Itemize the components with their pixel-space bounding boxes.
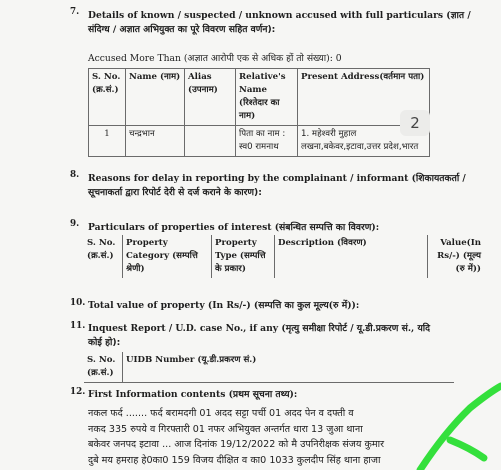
col-sno: S. No. (क्र.सं.) bbox=[89, 69, 126, 126]
col-sno: S. No. (क्र.सं.) bbox=[84, 235, 123, 278]
col-description: Description (विवरण) bbox=[275, 235, 428, 278]
section-7-title-line2: संदिग्ध / अज्ञात अभियुक्त का पूरे विवरण सहित वर्णन): bbox=[88, 24, 276, 35]
cell-relative: पिता का नाम : स्व0 रामनाथ bbox=[236, 126, 298, 157]
section-12-number: 12. bbox=[70, 387, 86, 397]
section-11-line1: Inquest Report / U.D. case No., if any (मृत्यु समीक्षा रिपोर्ट / यू.डी.प्रकरण सं., यदि bbox=[88, 323, 431, 334]
paragraph-line: नकल फर्द ....... फर्द बरामदगी 01 अदद सट्टा पर्ची 01 अदद पेन व दफ्ती व bbox=[88, 408, 354, 419]
section-10-number: 10. bbox=[70, 298, 86, 308]
col-sno: S. No. (क्र.सं.) bbox=[84, 352, 123, 383]
section-8-number: 8. bbox=[70, 170, 80, 180]
green-stroke-hook bbox=[450, 440, 484, 458]
col-name: Name (नाम) bbox=[126, 69, 185, 126]
col-property-type: Property Type (सम्पत्ति के प्रकार) bbox=[212, 235, 275, 278]
accused-more-than: Accused More Than (अज्ञात आरोपी एक से अधिक हों तो संख्या): 0 bbox=[88, 53, 342, 64]
section-11-number: 11. bbox=[70, 321, 86, 331]
cell-address: 1. महेश्वरी मुहाल लखना,बकेवर,इटावा,उत्तर प्रदेश,भारत bbox=[298, 126, 430, 157]
paragraph-line: नकद 335 रुपये व गिरफ्तारी 01 नफर अभियुक्त अन्तर्गत धारा 13 जुआ थाना bbox=[88, 423, 363, 435]
section-9-title: Particulars of properties of interest (संबन्धित सम्पत्ति का विवरण): bbox=[88, 222, 380, 233]
col-uidb: UIDB Number (यू.डी.प्रकरण सं.) bbox=[123, 352, 455, 383]
section-7-number: 7. bbox=[70, 7, 80, 17]
section-8-line1: Reasons for delay in reporting by the complainant / informant (शिकायतकर्ता / bbox=[88, 173, 466, 184]
section-10-text: Total value of property (In Rs/-) (सम्पत्ति का कुल मूल्य(रु में)): bbox=[88, 300, 360, 311]
section-11-line2: कोई हो): bbox=[88, 337, 121, 348]
col-relative: Relative's Name (रिश्तेदार का नाम) bbox=[236, 69, 298, 126]
cell-sno: 1 bbox=[89, 126, 126, 157]
paragraph-line: बकेवर जनपद इटावा ... आज दिनांक 19/12/2022 को मै उपनिरीक्षक संजय कुमार bbox=[88, 439, 385, 450]
paragraph-line: दुबे मय हमराह हे0का0 159 विजय दीक्षित व का0 1033 कुलदीप सिंह थाना हाजा bbox=[88, 454, 381, 466]
col-alias: Alias (उपनाम) bbox=[185, 69, 236, 126]
section-12-title: First Information contents (प्रथम सूचना तथ्य): bbox=[88, 389, 298, 400]
section-8-line2: सूचनाकर्ता द्वारा रिपोर्ट देरी से दर्ज कराने के कारण): bbox=[88, 187, 262, 198]
col-value: Value(In Rs/-) (मूल्य (रु में)) bbox=[428, 235, 485, 278]
page-number-badge: 2 bbox=[400, 110, 430, 136]
cell-name: चन्द्रभान bbox=[126, 126, 185, 157]
section-9-number: 9. bbox=[70, 219, 80, 229]
col-property-category: Property Category (सम्पत्ति श्रेणी) bbox=[123, 235, 212, 278]
col-address: Present Address(वर्तमान पता) bbox=[298, 69, 430, 126]
section-7-title-line1: Details of known / suspected / unknown accused with full particulars (ज्ञात / bbox=[88, 10, 471, 21]
green-stroke-arc bbox=[420, 386, 501, 470]
